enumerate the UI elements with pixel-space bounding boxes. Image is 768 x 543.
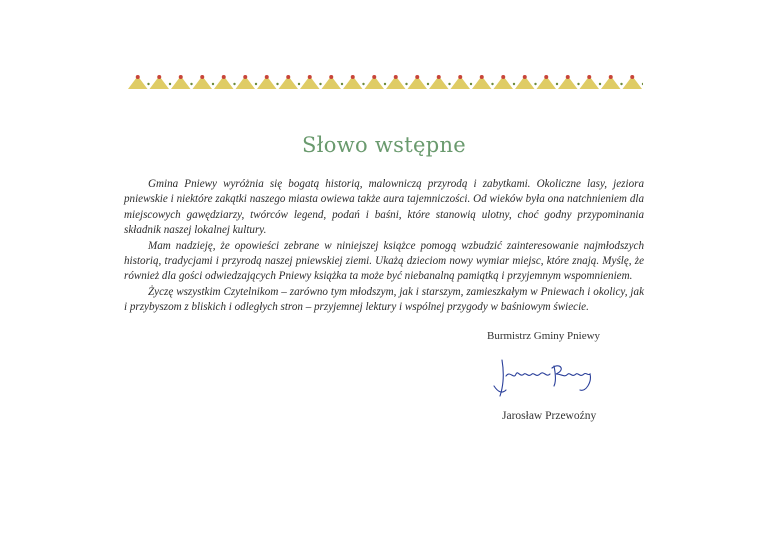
border-dot	[394, 75, 398, 79]
paragraph-1: Gmina Pniewy wyróżnia się bogatą historią, malowniczą przyrodą i zabytkami. Okoliczne lasy, jeziora pniewskie i niektóre zakątki naszego miasta owiewa także aura tajemniczości. Od wieków była ona natchnieniem dla miejscowych gawędziarzy, twórców legend, podań i baśni, które stanowią ulotny, choć godny przypominania składnik naszej lokalnej kultury.	[124, 178, 644, 237]
border-dot	[501, 75, 505, 79]
handwritten-signature	[492, 352, 598, 402]
border-dot	[630, 75, 634, 79]
border-dot	[577, 83, 579, 85]
paragraph-2: Mam nadzieję, że opowieści zebrane w niniejszej książce pomogą wzbudzić zainteresowanie najmłodszych historią, tradycjami i przyrodą naszej pniewskiej ziemi. Ukażą dzieciom nowy wymiar miejsc, które znają. Myślę, że również dla gości odwiedzających Pniewy książka ta może być niebanalną pamiątką i przyjemnym wspomnieniem.	[124, 239, 644, 283]
border-dot	[286, 75, 290, 79]
border-dot	[319, 83, 321, 85]
border-dot	[480, 75, 484, 79]
border-dot	[544, 75, 548, 79]
page-title: Słowo wstępne	[301, 133, 467, 157]
border-dot	[179, 75, 183, 79]
border-dot	[384, 83, 386, 85]
border-dot	[362, 83, 364, 85]
border-dot	[212, 83, 214, 85]
border-dot	[513, 83, 515, 85]
border-dot	[405, 83, 407, 85]
border-dot	[243, 75, 247, 79]
body-text	[124, 177, 644, 316]
border-dot	[265, 75, 269, 79]
border-dot	[415, 75, 419, 79]
border-dot	[298, 83, 300, 85]
border-dot	[470, 83, 472, 85]
border-dot	[458, 75, 462, 79]
border-dot	[427, 83, 429, 85]
border-dot	[351, 75, 355, 79]
border-dot	[190, 83, 192, 85]
border-dot	[147, 83, 149, 85]
border-dot	[556, 83, 558, 85]
border-dot	[341, 83, 343, 85]
border-dot	[523, 75, 527, 79]
border-dot	[599, 83, 601, 85]
border-dot	[491, 83, 493, 85]
decorative-border-strip	[127, 72, 643, 90]
border-dot	[222, 75, 226, 79]
border-dot	[329, 75, 333, 79]
signatory-name: Jarosław Przewoźny	[502, 410, 597, 422]
border-dot	[587, 75, 591, 79]
border-dot	[169, 83, 171, 85]
border-dot	[255, 83, 257, 85]
border-dot	[609, 75, 613, 79]
border-dot	[642, 83, 643, 85]
border-dot	[308, 75, 312, 79]
border-dot	[200, 75, 204, 79]
border-dot	[566, 75, 570, 79]
border-dot	[372, 75, 376, 79]
border-dot	[136, 75, 140, 79]
border-dot	[620, 83, 622, 85]
paragraph-3: Życzę wszystkim Czytelnikom – zarówno tym młodszym, jak i starszym, zamieszkałym w Pniewach i okolicy, jak i przybyszom z bliskich i odległych stron – przyjemnej lektury i wspólnej przygody w baśniowym świecie.	[124, 285, 644, 314]
border-dot	[448, 83, 450, 85]
border-dot	[276, 83, 278, 85]
border-dot	[233, 83, 235, 85]
border-dot	[437, 75, 441, 79]
border-dot	[534, 83, 536, 85]
signatory-title: Burmistrz Gminy Pniewy	[487, 330, 601, 342]
border-dot	[157, 75, 161, 79]
